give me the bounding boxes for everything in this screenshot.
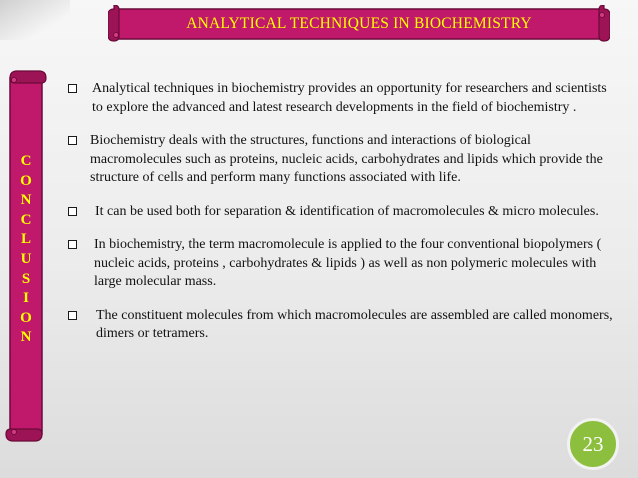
checkbox-bullet-icon [68, 311, 77, 320]
side-letter: N [20, 192, 32, 209]
background-corner-decoration [0, 0, 70, 40]
page-number-badge: 23 [567, 418, 619, 470]
bullet-item [60, 236, 620, 292]
checkbox-bullet-icon [68, 240, 77, 249]
checkbox-bullet-icon [68, 136, 77, 145]
side-letter: L [20, 231, 31, 248]
side-letter: C [20, 153, 32, 169]
bullet-item [60, 80, 620, 117]
bullet-text: It can be used both for separation & identification of macromolecules & micro molecules. [95, 203, 599, 219]
side-letter: S [21, 270, 31, 287]
side-label-conclusion [4, 152, 48, 348]
side-letter: C [20, 211, 32, 228]
side-letter: N [20, 329, 32, 346]
checkbox-bullet-icon [68, 84, 77, 93]
bullet-text: Biochemistry deals with the structures, functions and interactions of biological macromolecules such as proteins, nucleic acids, carbohydrates and lipids which provide the structure of cells and perform many functions associated with life. [90, 133, 603, 185]
side-letter: I [23, 290, 29, 307]
slide-title: ANALYTICAL TECHNIQUES IN BIOCHEMISTRY [186, 15, 532, 32]
title-banner [108, 5, 610, 43]
side-letter: O [20, 172, 32, 189]
side-letter: U [20, 250, 32, 267]
bullet-item [60, 132, 620, 188]
bullet-item [60, 203, 620, 222]
bullet-text: Analytical techniques in biochemistry provides an opportunity for researchers and scientists to explore the advanced and latest research developments in the field of biochemistry . [92, 81, 607, 115]
bullet-text: In biochemistry, the term macromolecule is applied to the four conventional biopolymers ( nucleic acids, proteins , carbohydrates & lipids ) as well as non polymeric molecules with large molecular mass. [94, 237, 602, 289]
side-letter: O [20, 309, 32, 326]
side-scroll-banner [4, 70, 48, 442]
checkbox-bullet-icon [68, 207, 77, 216]
bullet-text: The constituent molecules from which macromolecules are assembled are called monomers, dimers or tetramers. [96, 307, 613, 341]
bullet-item [60, 307, 620, 344]
slide-body [60, 80, 620, 359]
